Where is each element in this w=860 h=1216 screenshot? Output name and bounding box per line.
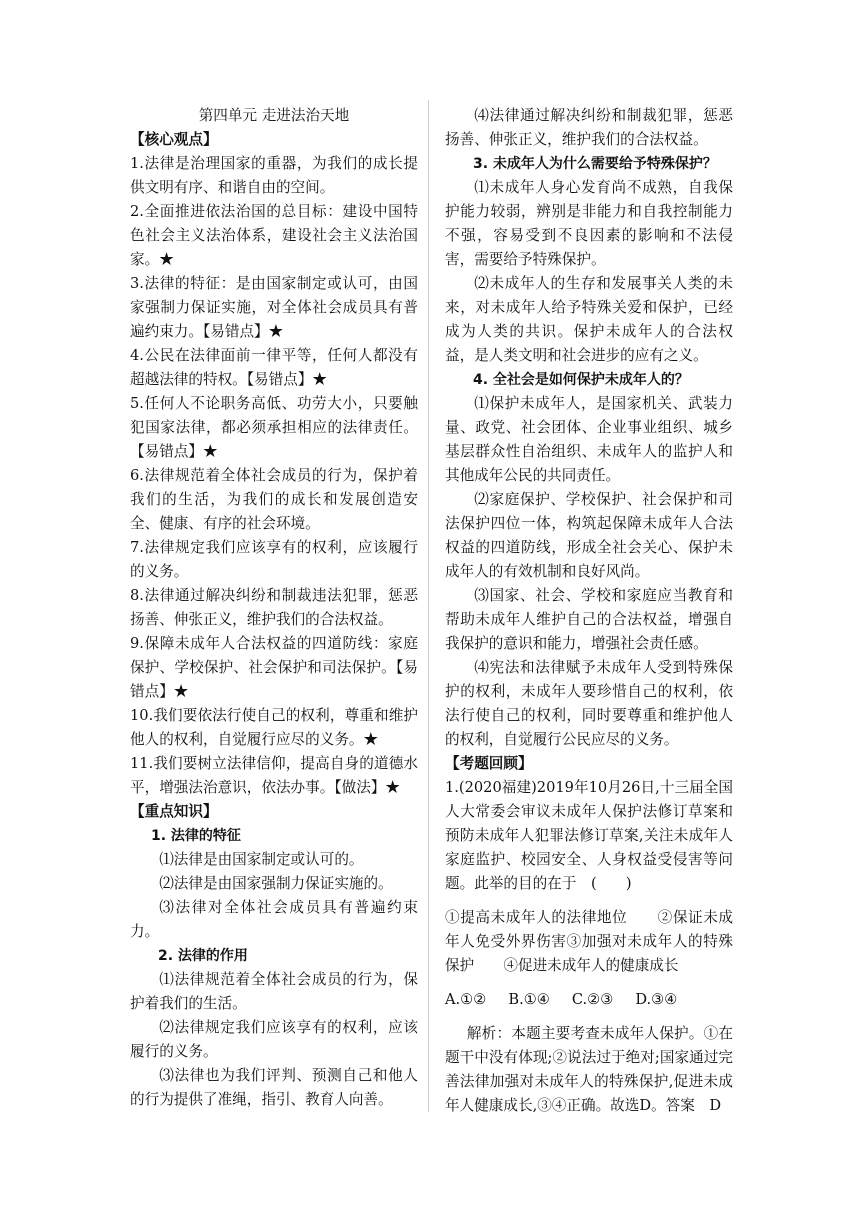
left-column: [130, 104, 418, 1112]
section-2-item: ⑶法律也为我们评判、预测自己和他人的行为提供了准绳，指引、教育人向善。: [130, 1067, 418, 1108]
core-item-3: 3.法律的特征：是由国家制定或认可，由国家强制力保证实施，对全体社会成员具有普遍约束力。【易错点】★: [130, 275, 418, 340]
section-3-title: 3. 未成年人为什么需要给予特殊保护？: [473, 156, 717, 172]
option-a: A.①②: [445, 991, 487, 1008]
option-c: C.②③: [571, 991, 614, 1008]
section-2-item: ⑷法律通过解决纠纷和制裁犯罪，惩恶扬善、伸张正义，维护我们的合法权益。: [445, 107, 733, 148]
section-4-title: 4. 全社会是如何保护未成年人的？: [473, 372, 689, 388]
section-1-item: ⑴法律是由国家制定或认可的。: [159, 851, 364, 868]
core-item-9: 9.保障未成年人合法权益的四道防线：家庭保护、学校保护、社会保护和司法保护。【易错点】★: [130, 635, 418, 700]
core-item-10: 10.我们要依法行使自己的权利，尊重和维护他人的权利，自觉履行应尽的义务。★: [130, 707, 418, 748]
right-column: [445, 104, 733, 1118]
review-heading: 【考题回顾】: [445, 755, 533, 772]
column-divider: [428, 100, 429, 1112]
answer-options: [445, 988, 733, 1012]
core-item-1: 1.法律是治理国家的重器，为我们的成长提供文明有序、和谐自由的空间。: [130, 155, 418, 196]
section-3-item: ⑴未成年人身心发育尚不成熟，自我保护能力较弱，辨别是非能力和自我控制能力不强，容易受到不良因素的影响和不法侵害，需要给予特殊保护。: [445, 179, 733, 268]
section-4-item: ⑷宪法和法律赋予未成年人受到特殊保护的权利，未成年人要珍惜自己的权利，依法行使自己的权利，同时要尊重和维护他人的权利，自觉履行公民应尽的义务。: [445, 659, 733, 748]
section-2-title: 2. 法律的作用: [158, 948, 248, 964]
core-item-2: 2.全面推进依法治国的总目标：建设中国特色社会主义法治体系，建设社会主义法治国家。★: [130, 203, 418, 268]
core-item-8: 8.法律通过解决纠纷和制裁违法犯罪，惩恶扬善、伸张正义，维护我们的合法权益。: [130, 587, 418, 628]
core-item-7: 7.法律规定我们应该享有的权利，应该履行的义务。: [130, 539, 418, 580]
section-1-item: ⑶法律对全体社会成员具有普遍约束力。: [130, 899, 418, 940]
review-statements: ①提高未成年人的法律地位 ②保证未成年人免受外界伤害③加强对未成年人的特殊保护 ④促进未成年人的健康成长: [445, 909, 733, 974]
section-4-item: ⑶国家、社会、学校和家庭应当教育和帮助未成年人维护自己的合法权益，增强自我保护的意识和能力，增强社会责任感。: [445, 587, 733, 652]
key-heading: 【重点知识】: [130, 803, 218, 820]
page-title: 第四单元 走进法治天地: [198, 107, 350, 124]
option-b: B.①④: [508, 991, 550, 1008]
section-4-item: ⑵家庭保护、学校保护、社会保护和司法保护四位一体，构筑起保障未成年人合法权益的四道防线，形成全社会关心、保护未成年人的有效机制和良好风尚。: [445, 491, 733, 580]
option-d: D.③④: [635, 991, 678, 1008]
core-item-4: 4.公民在法律面前一律平等，任何人都没有超越法律的特权。【易错点】★: [130, 347, 418, 388]
review-analysis: 解析：本题主要考查未成年人保护。①在题干中没有体现;②说法过于绝对;国家通过完善法律加强对未成年人的特殊保护,促进未成年人健康成长,③④正确。故选D。答案 D: [445, 1025, 733, 1114]
core-item-11: 11.我们要树立法律信仰，提高自身的道德水平，增强法治意识，依法办事。【做法】★: [130, 755, 418, 796]
section-3-item: ⑵未成年人的生存和发展事关人类的未来，对未成年人给予特殊关爱和保护，已经成为人类的共识。保护未成年人的合法权益，是人类文明和社会进步的应有之义。: [445, 275, 733, 364]
core-item-6: 6.法律规范着全体社会成员的行为，保护着我们的生活，为我们的成长和发展创造安全、健康、有序的社会环境。: [130, 467, 418, 532]
section-2-item: ⑴法律规范着全体社会成员的行为，保护着我们的生活。: [130, 971, 418, 1012]
section-1-item: ⑵法律是由国家强制力保证实施的。: [159, 875, 393, 892]
core-heading: 【核心观点】: [130, 131, 218, 148]
review-question: 1.(2020福建)2019年10月26日,十三届全国人大常委会审议未成年人保护法修订草案和预防未成年人犯罪法修订草案,关注未成年人家庭监护、校园安全、人身权益受侵害等问题。此举的目的在于 ( ): [445, 779, 733, 892]
core-item-5: 5.任何人不论职务高低、功劳大小，只要触犯国家法律，都必须承担相应的法律责任。【易错点】★: [130, 395, 418, 460]
section-4-item: ⑴保护未成年人，是国家机关、武装力量、政党、社会团体、企业事业组织、城乡基层群众性自治组织、未成年人的监护人和其他成年公民的共同责任。: [445, 395, 733, 484]
section-1-title: 1. 法律的特征: [151, 828, 241, 844]
section-2-item: ⑵法律规定我们应该享有的权利，应该履行的义务。: [130, 1019, 418, 1060]
